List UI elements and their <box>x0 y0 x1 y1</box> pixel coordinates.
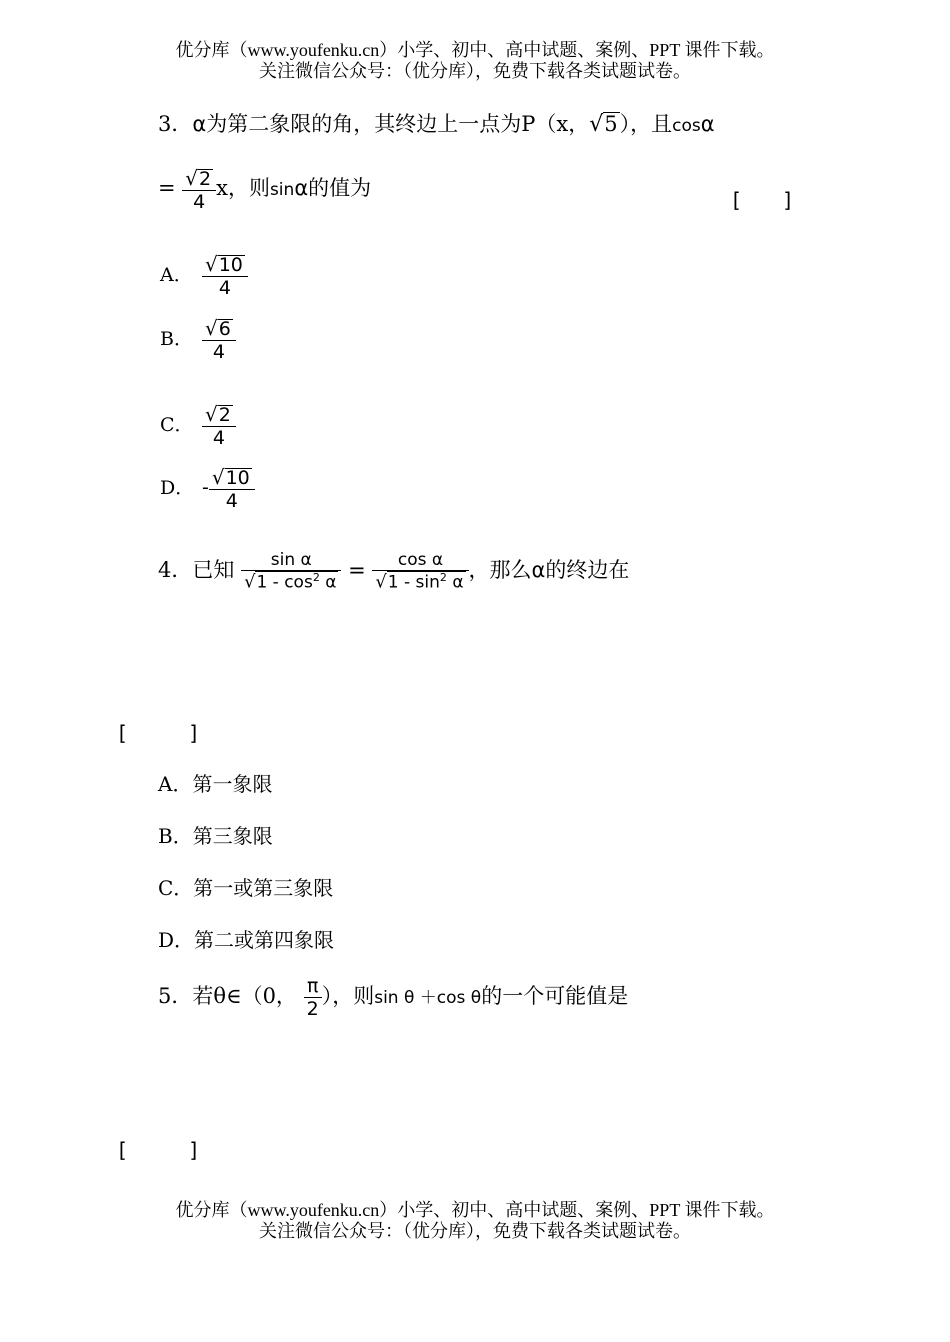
fraction-denominator: 1 - sin <box>387 572 440 593</box>
alpha-symbol: α <box>531 557 546 582</box>
option-label: A． <box>160 263 193 286</box>
option-a <box>160 252 248 299</box>
question-3-line-2 <box>158 166 371 213</box>
fraction-numerator: 6 <box>218 318 231 340</box>
fraction <box>304 975 322 1020</box>
expression: sin θ ＋cos θ <box>374 988 482 1008</box>
question-4 <box>158 550 629 593</box>
point-close: ），且 <box>619 112 673 136</box>
question-text: ，那么 <box>468 557 532 582</box>
equals-sign: = <box>158 176 176 200</box>
option-label: B． <box>160 327 193 350</box>
fraction: $\frac{√6}{4}$ <box>202 316 236 363</box>
alpha-symbol: α <box>325 572 337 593</box>
question-text: ），则 <box>321 984 375 1008</box>
question-text: 已知 <box>192 557 235 582</box>
question-text: 的终边在 <box>545 557 630 582</box>
cos-function: cos <box>672 116 701 136</box>
header-line-1: 优分库（www.youfenku.cn）小学、初中、高中试题、案例、PPT 课件下载。 <box>175 40 775 60</box>
answer-bracket: [ ] <box>116 1138 201 1162</box>
exponent: 2 <box>439 571 447 584</box>
question-number: 4． <box>158 557 193 582</box>
point-label: P（x， <box>521 112 590 136</box>
minus-sign: - <box>202 476 209 499</box>
option-b: B．第三象限 <box>158 824 273 848</box>
fraction-denominator: 4 <box>218 277 231 299</box>
fraction-numerator: 10 <box>225 467 250 489</box>
footer-line-1: 优分库（www.youfenku.cn）小学、初中、高中试题、案例、PPT 课件下载。 <box>175 1200 775 1220</box>
alpha-symbol: α <box>452 572 464 593</box>
question-3-line-1: 3．α为第二象限的角，其终边上一点为P（x，√5），且cosα <box>158 112 715 137</box>
fraction-numerator: 2 <box>199 168 212 190</box>
fraction-numerator: cos α <box>372 550 468 571</box>
answer-bracket: [ ] <box>730 188 795 212</box>
question-number: 5． <box>158 984 193 1008</box>
alpha-symbol: α <box>700 112 715 136</box>
option-c: C．第一或第三象限 <box>158 876 334 900</box>
option-b <box>160 316 236 363</box>
footer-line-2: 关注微信公众号：（优分库），免费下载各类试题试卷。 <box>259 1221 691 1241</box>
fraction-numerator: 10 <box>218 254 243 276</box>
option-a: A．第一象限 <box>158 772 273 796</box>
page-header <box>0 40 950 82</box>
fraction: $\frac{√10}{4}$ <box>209 465 255 512</box>
equals-sign: = <box>348 557 366 582</box>
question-5 <box>158 975 628 1020</box>
fraction-numerator: π <box>304 975 322 998</box>
fraction-numerator: 2 <box>218 404 231 426</box>
option-c <box>160 402 236 449</box>
fraction-denominator: 2 <box>306 998 319 1020</box>
fraction-denominator: 4 <box>212 341 225 363</box>
question-text: x，则 <box>216 176 270 200</box>
alpha-symbol: α <box>192 112 207 136</box>
fraction: $\frac{√2}{4}$ <box>202 402 236 449</box>
fraction-lhs: $\frac{\text{sin α}}{√1 - \cos^2 \alpha}$ <box>241 550 341 593</box>
question-number: 3． <box>158 112 193 136</box>
exponent: 2 <box>312 571 320 584</box>
fraction-numerator: sin α <box>241 550 341 571</box>
page-footer <box>0 1200 950 1242</box>
fraction-denominator: 1 - cos <box>256 572 313 593</box>
question-text: 为第二象限的角，其终边上一点为 <box>206 112 522 136</box>
fraction-rhs: $\frac{\text{cos α}}{√1 - \sin^2 \alpha}$ <box>372 550 468 593</box>
question-text: 的值为 <box>308 176 372 200</box>
fraction-denominator: 4 <box>225 490 238 512</box>
option-d <box>160 465 255 512</box>
sqrt-value: 5 <box>604 112 618 136</box>
header-line-2: 关注微信公众号：（优分库），免费下载各类试题试卷。 <box>259 61 691 81</box>
option-label: C． <box>160 413 194 436</box>
answer-bracket: [ ] <box>116 721 201 745</box>
sin-function: sin <box>269 180 295 200</box>
option-label: D． <box>160 476 195 499</box>
fraction: $\frac{√2}{4}$ <box>182 166 216 213</box>
question-text: 的一个可能值是 <box>481 984 629 1008</box>
question-text: 若θ∈（0， <box>192 984 297 1008</box>
option-d: D．第二或第四象限 <box>158 928 335 952</box>
fraction: $\frac{√10}{4}$ <box>202 252 248 299</box>
fraction-denominator: 4 <box>193 191 206 213</box>
fraction-denominator: 4 <box>212 427 225 449</box>
alpha-symbol: α <box>294 176 309 200</box>
